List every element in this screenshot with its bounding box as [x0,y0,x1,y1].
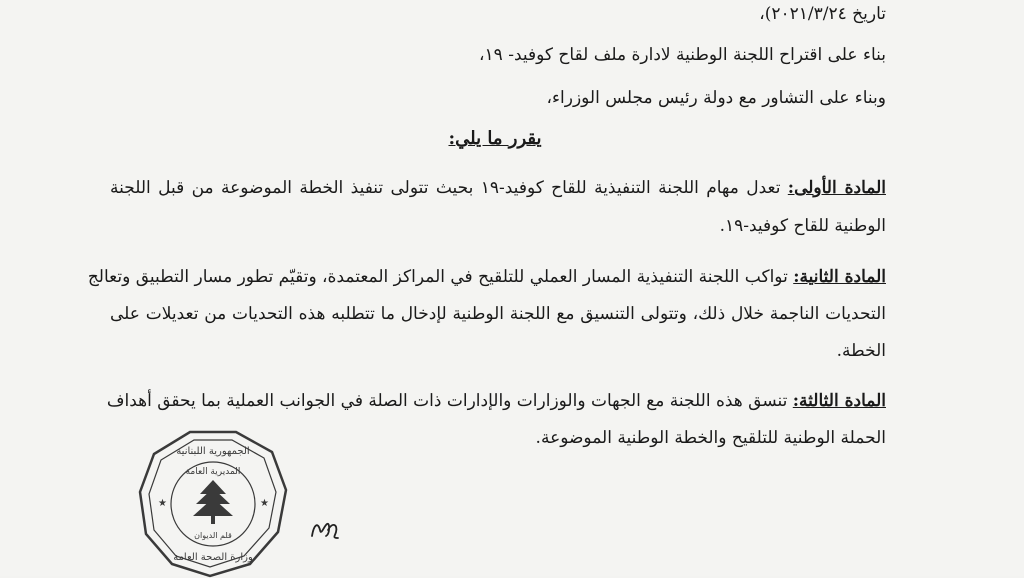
official-stamp [138,428,288,578]
decides-heading: يقرر ما يلي: [448,128,542,149]
article-2-text-1: تواكب اللجنة التنفيذية المسار العملي للتلقيح في المراكز المعتمدة، وتقيّم تطور مسار التطبيق وتعالج [87,267,788,287]
article-1-line-2: الوطنية للقاح كوفيد-١٩. [719,216,886,236]
article-2-line-3: الخطة. [836,341,886,361]
recital-1: بناء على اقتراح اللجنة الوطنية لادارة ملف لقاح كوفيد- ١٩، [479,45,886,65]
cedar-icon [193,480,233,524]
stamp-inner-text: قلم الديوان [194,531,232,540]
article-3-line-2: الحملة الوطنية للتلقيح والخطة الوطنية الموضوعة. [535,428,886,448]
handwritten-initials [308,516,342,544]
article-3-label: المادة الثالثة: [792,391,886,411]
article-2-line-1 [87,267,886,287]
header-date: تاريخ ٢٠٢١/٣/٢٤)، [759,4,886,24]
stamp-star-right: ★ [260,498,269,509]
stamp-star-left: ★ [158,498,167,509]
article-1-label: المادة الأولى: [787,178,886,198]
article-3-text-1: تنسق هذه اللجنة مع الجهات والوزارات والإدارات ذات الصلة في الجوانب العملية بما يحقق أهداف [106,391,788,411]
article-2-label: المادة الثانية: [793,267,886,287]
stamp-middle-text: المديرية العامة [185,467,241,477]
recital-2: وبناء على التشاور مع دولة رئيس مجلس الوزراء، [546,88,886,108]
article-1-line-1 [110,178,886,198]
stamp-bottom-text: وزارة الصحة العامة [173,552,253,563]
stamp-top-text: الجمهورية اللبنانية [176,446,250,457]
article-3-line-1 [106,391,886,411]
article-1-text-1: تعدل مهام اللجنة التنفيذية للقاح كوفيد-١٩ بحيث تتولى تنفيذ الخطة الموضوعة من قبل اللجنة [110,178,781,198]
article-2-line-2: التحديات الناجمة خلال ذلك، وتتولى التنسيق مع اللجنة الوطنية لإدخال ما تتطلبه هذه التحديات من تعديلات على [110,304,886,324]
